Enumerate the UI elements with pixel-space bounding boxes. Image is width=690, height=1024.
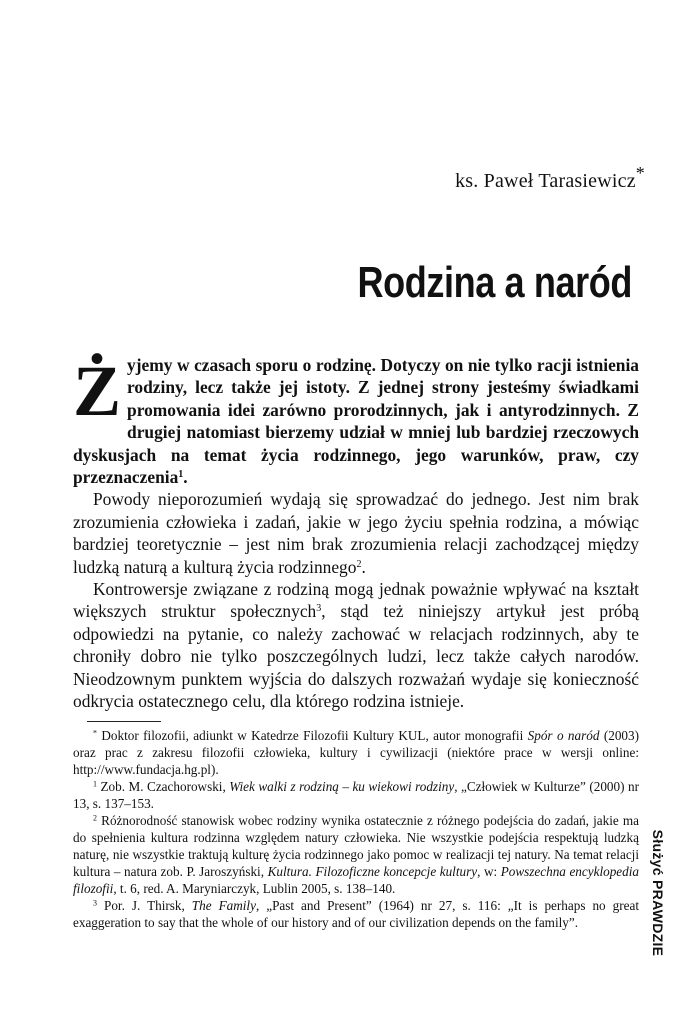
article-body (73, 351, 639, 713)
side-label-text: Służyć PRAWDZIE (650, 829, 666, 956)
paragraph-2: Powody nieporozumień wydają się sprowadzać do jednego. Jest nim brak zrozumienia człowieka i zadań, jakie w jego życiu spełnia rodzina, a mówiąc bardziej teoretycznie – jest nim brak zrozumienia relacji zachodzącej między ludzką naturą a kulturą życia rodzinnego$^2$. (73, 489, 639, 577)
paragraph-3: Kontrowersje związane z rodziną mogą jednak poważnie wpływać na kształt większych struktur społecznych$^3$, stąd też niniejszy artykuł jest próbą odpowiedzi na pytanie, co należy zachować w relacjach rodzinnych, aby te chroniły dobro nie tylko poszczególnych ludzi, lecz także całych narodów. Nieodzownym punktem wyjścia do dalszych rozważań wydaje się konieczność odkrycia ostatecznego celu, dla którego rodzina istnieje. (73, 579, 639, 712)
author-name: ks. Paweł Tarasiewicz (455, 170, 636, 192)
drop-cap: Ż (73, 351, 122, 431)
footnote-author: * Doktor filozofii, adiunkt w Katedrze Filozofii Kultury KUL, autor monografii Spór o naród (2003) oraz prac z zakresu filozofii człowieka, kultury i cywilizacji (niektóre prace w wersji online: http://www.fundacja.hg.pl). (73, 728, 639, 777)
footnote-ref-2: 2 (356, 558, 362, 570)
author-footnote-mark: * (635, 162, 645, 183)
author-line (0, 162, 645, 193)
footnote-3: $^3$ Por. J. Thirsk, The Family, „Past and Present” (1964) nr 27, s. 116: „It is perhaps no great exaggeration to say that the whole of our history and of our civilization depends on the family”. (73, 898, 640, 930)
footnote-2: $^2$ Różnorodność stanowisk wobec rodziny wynika ostatecznie z różnego podejścia do zadań, jakie ma do spełnienia kultura rodzinna względem natury człowieka. Nie wszystkie podejścia respektują ludzką naturę, nie wszystkie traktują kulturę życia rodzinnego jako pomoc w realizacji tej natury. Na temat relacji kultura – natura zob. P. Jaroszyński, Kultura. Filozoficzne koncepcje kultury, w: Powszechna encyklopedia filozofii, t. 6, red. A. Maryniarczyk, Lublin 2005, s. 138–140. (73, 813, 640, 896)
footnote-divider (87, 721, 161, 722)
side-label (646, 830, 670, 955)
footnotes (73, 727, 639, 931)
lead-paragraph: Żyjemy w czasach sporu o rodzinę. Dotyczy on nie tylko racji istnienia rodziny, lecz także jej istoty. Z jednej strony jesteśmy świadkami promowania idei zarówno prorodzinnych, jak i antyrodzinnych. Z drugiej natomiast bierzemy udział w mniej lub bardziej rzeczowych dyskusjach na temat życia rodzinnego, jego warunków, praw, czy przeznaczenia$^1$. (73, 351, 639, 488)
lead-text: yjemy w czasach sporu o rodzinę. Dotyczy on nie tylko racji istnienia rodziny, lecz także jej istoty. Z jednej strony jesteśmy świadkami promowania idei zarówno prorodzinnych, jak i antyrodzinnych. Z drugiej natomiast bierzemy udział w mniej lub bardziej rzeczowych dyskusjach na temat życia rodzinnego, jego warunków, praw, czy przeznaczenia (73, 355, 639, 488)
footnote-ref-1: 1 (178, 469, 184, 481)
footnote-1: $^1$ Zob. M. Czachorowski, Wiek walki z rodziną – ku wiekowi rodziny, „Człowiek w Kulturze” (2000) nr 13, s. 137–153. (73, 779, 639, 811)
article-title: Rodzina a naród (357, 258, 632, 307)
footnote-ref-3: 3 (316, 603, 322, 615)
